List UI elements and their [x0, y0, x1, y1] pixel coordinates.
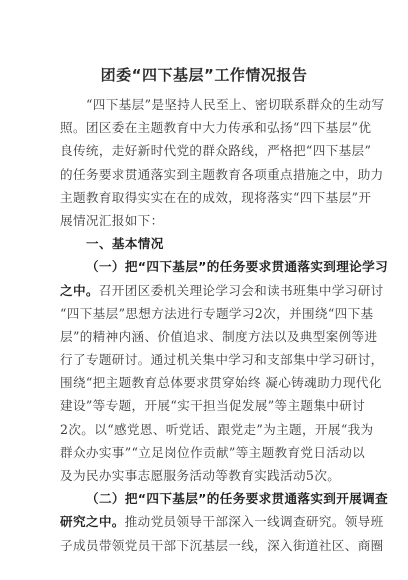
paragraph-line: 群众办实事”“立足岗位作贡献”等主题教育党日活动以 [60, 444, 366, 460]
paragraph-line [60, 510, 384, 533]
paragraph-line: 围绕“把主题教育总体要求贯穿始终 凝心铸魂助力现代化 [60, 375, 382, 391]
subsection-heading-tail: 研究之中。 [60, 514, 125, 530]
paragraph-text: 推动党员领导干部深入一线调查研究。领导班 [124, 514, 384, 530]
section-heading: 一、基本情况 [86, 236, 164, 252]
intro-line: 照。团区委在主题教育中大力传承和弘扬“四下基层”优 [60, 120, 372, 136]
intro-line: “四下基层”是坚持人民至上、密切联系群众的生动写 [86, 97, 385, 112]
paragraph-line: 建设”等专题，开展“实干担当促发展”等主题集中研讨 [60, 398, 366, 414]
intro-line: 主题教育取得实实在在的成效，现将落实“四下基层”开 [60, 189, 372, 205]
paragraph-line: 子成员带领党员干部下沉基层一线，深入街道社区、商圈 [60, 537, 384, 553]
paragraph-line: “四下基层”思想方法进行专题学习2次，并围绕“四下基 [60, 305, 374, 321]
intro-line: 良传统，走好新时代党的群众路线，严格把“四下基层” [60, 143, 372, 159]
paragraph-line: 行了专题研讨。通过机关集中学习和支部集中学习研讨， [60, 352, 384, 368]
paragraph-line: 层”的精神内涵、价值追求、制度方法以及典型案例等进 [60, 328, 378, 344]
paragraph-line: 及为民办实事志愿服务活动等教育实践活动5次。 [60, 468, 341, 483]
subsection-heading: （二）把“四下基层”的任务要求贯通落实到开展调查 [86, 491, 389, 507]
intro-line: 的任务要求贯通落实到主题教育各项重点措施之中，助力 [60, 166, 384, 182]
paragraph-line [60, 279, 384, 302]
document-title: 团委“四下基层”工作情况报告 [100, 66, 308, 84]
subsection-heading-tail: 之中。 [60, 282, 99, 298]
subsection-heading: （一）把“四下基层”的任务要求贯通落实到理论学习 [86, 259, 389, 275]
paragraph-line: 2次。以“感党恩、听党话、跟党走”为主题，开展“我为 [60, 421, 374, 437]
intro-line: 展情况汇报如下： [60, 212, 164, 228]
document-body [60, 93, 389, 557]
paragraph-text: 召开团区委机关理论学习会和读书班集中学习研讨 [98, 282, 384, 298]
